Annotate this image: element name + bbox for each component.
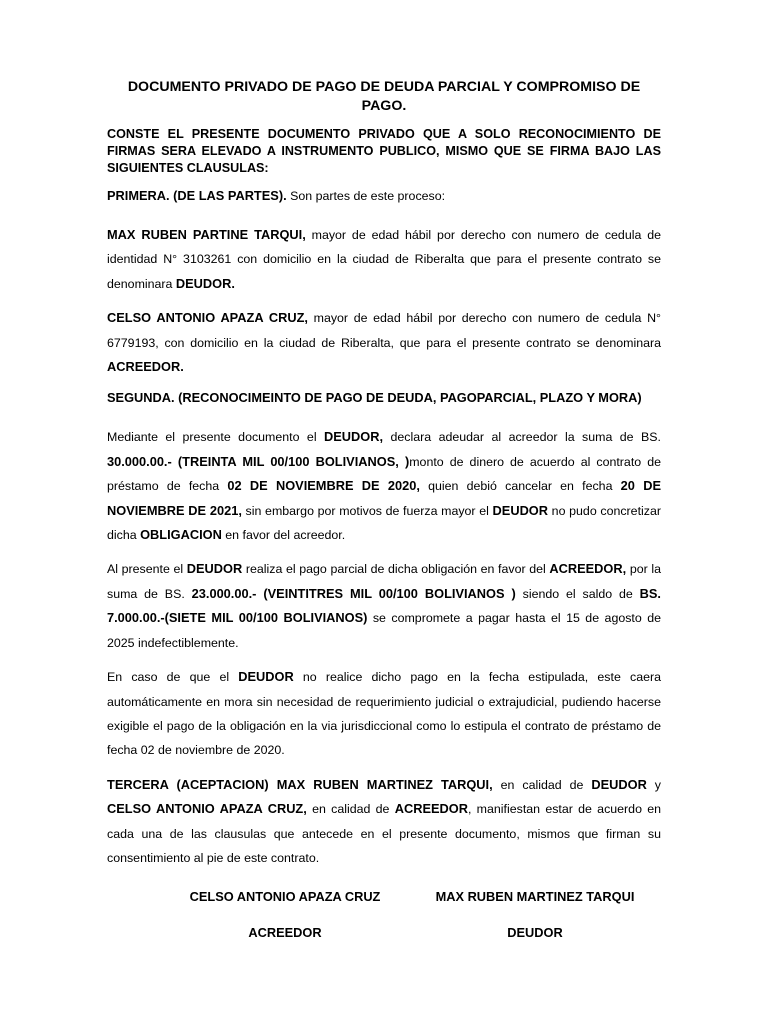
payment-text-3: por la suma de BS. [107, 562, 661, 601]
clause-third-text-4: , manifiestan estar de acuerdo en cada una de las clausulas que antecede en el presente documento, mismos que firman su consentimiento al pie de este contrato. [107, 802, 662, 865]
payment-bold-2: ACREEDOR, [549, 561, 627, 577]
default-text-2: no realice dicho pago en la fecha estipulada, este caera automáticamente en mora sin necesidad de requerimiento judicial o extrajudicial, pudiendo hacerse exigible el pago de la obligación en la via jurisdiccional como lo estipula el contrato de préstamo de fecha 02 de noviembre de 2020. [107, 670, 661, 758]
signature-creditor-role: ACREEDOR [248, 925, 322, 940]
signature-debtor-role: DEUDOR [507, 925, 563, 940]
party-debtor-name: MAX RUBEN PARTINE TARQUI, [107, 227, 306, 242]
default-bold-1: DEUDOR [238, 669, 294, 685]
debt-text-7: en favor del acreedor. [221, 528, 346, 543]
default-text-1: En caso de que el [107, 670, 239, 685]
debt-text-2: declara adeudar al acreedor la suma de BS. [383, 430, 661, 445]
clause-second-heading [107, 389, 661, 407]
debt-text-6: no pudo concretizar dicha [107, 503, 661, 543]
debt-bold-5: DEUDOR [492, 502, 549, 518]
payment-amount: 23.000.00.- (VEINTITRES MIL 00/100 BOLIVIANOS ) [191, 585, 516, 601]
debt-due-date: 20 DE NOVIEMBRE DE 2021, [107, 478, 661, 518]
clause-third-paragraph [107, 773, 661, 871]
clause-second-label: SEGUNDA. (RECONOCIMEINTO DE PAGO DE DEUDA, PAGOPARCIAL, PLAZO Y MORA) [107, 390, 642, 406]
clause-first-heading [107, 187, 661, 205]
clause-third-text-3: en calidad de [306, 802, 395, 817]
clause-third-text-1: en calidad de [492, 777, 592, 792]
debt-text-5: sin embargo por motivos de fuerza mayor el [241, 503, 493, 518]
signature-creditor-name: CELSO ANTONIO APAZA CRUZ [189, 889, 381, 904]
debt-paragraph [107, 425, 661, 547]
clause-third-bold-2: DEUDOR [591, 776, 647, 792]
debt-amount: 30.000.00.- (TREINTA MIL 00/100 BOLIVIANOS, ) [107, 453, 410, 469]
party-creditor-paragraph [107, 306, 661, 379]
payment-bold-1: DEUDOR [186, 561, 243, 577]
clause-third-bold-4: ACREEDOR [394, 801, 468, 817]
signature-creditor [165, 888, 405, 941]
clause-first-text: Son partes de este proceso: [286, 189, 446, 203]
signature-debtor-name: MAX RUBEN MARTINEZ TARQUI [435, 889, 635, 904]
payment-text-1: Al presente el [107, 562, 187, 577]
debt-contract-date: 02 DE NOVIEMBRE DE 2020, [227, 478, 420, 494]
debt-bold-1: DEUDOR, [324, 429, 384, 445]
payment-text-2: realiza el pago parcial de dicha obligación en favor del [242, 562, 550, 577]
signature-debtor [415, 888, 655, 941]
default-paragraph [107, 665, 661, 763]
party-creditor-name: CELSO ANTONIO APAZA CRUZ, [107, 310, 308, 326]
payment-text-5: se compromete a pagar hasta el 15 de agosto de 2025 indefectiblemente. [107, 611, 661, 650]
party-creditor-text: mayor de edad hábil por derecho con numero de cedula N° 6779193, con domicilio en la ciudad de Riberalta, que para el presente contrato se denominara [107, 311, 661, 350]
debt-bold-6: OBLIGACION [140, 527, 222, 543]
clause-third-text-2: y [646, 777, 661, 792]
document-page [107, 78, 661, 870]
preamble: CONSTE EL PRESENTE DOCUMENTO PRIVADO QUE A SOLO RECONOCIMIENTO DE FIRMAS SERA ELEVADO A INSTRUMENTO PUBLICO, MISMO QUE SE FIRMA BAJO LAS SIGUIENTES CLAUSULAS: [107, 127, 661, 175]
payment-balance: BS. 7.000.00.-(SIETE MIL 00/100 BOLIVIANOS) [107, 585, 661, 626]
debt-text-3: monto de dinero de acuerdo al contrato de préstamo de fecha [107, 454, 661, 494]
party-debtor-role: DEUDOR. [175, 275, 235, 291]
party-debtor-text: mayor de edad hábil por derecho con numero de cedula de identidad N° 3103261 con domicilio en la ciudad de Riberalta que para el presente contrato se denominara [107, 228, 662, 291]
party-debtor-paragraph [107, 223, 661, 296]
clause-first-label: PRIMERA. (DE LAS PARTES). [107, 188, 287, 203]
clause-third-bold-3: CELSO ANTONIO APAZA CRUZ, [107, 801, 307, 817]
payment-paragraph [107, 557, 661, 655]
party-creditor-role: ACREEDOR. [107, 359, 184, 375]
document-title: DOCUMENTO PRIVADO DE PAGO DE DEUDA PARCIAL Y COMPROMISO DE PAGO. [127, 79, 641, 114]
debt-text-1: Mediante el presente documento el [107, 430, 325, 445]
debt-text-4: quien debió cancelar en fecha [419, 479, 621, 494]
payment-text-4: siendo el saldo de [515, 586, 640, 601]
clause-third-label: TERCERA (ACEPTACION) MAX RUBEN MARTINEZ TARQUI, [107, 776, 493, 792]
